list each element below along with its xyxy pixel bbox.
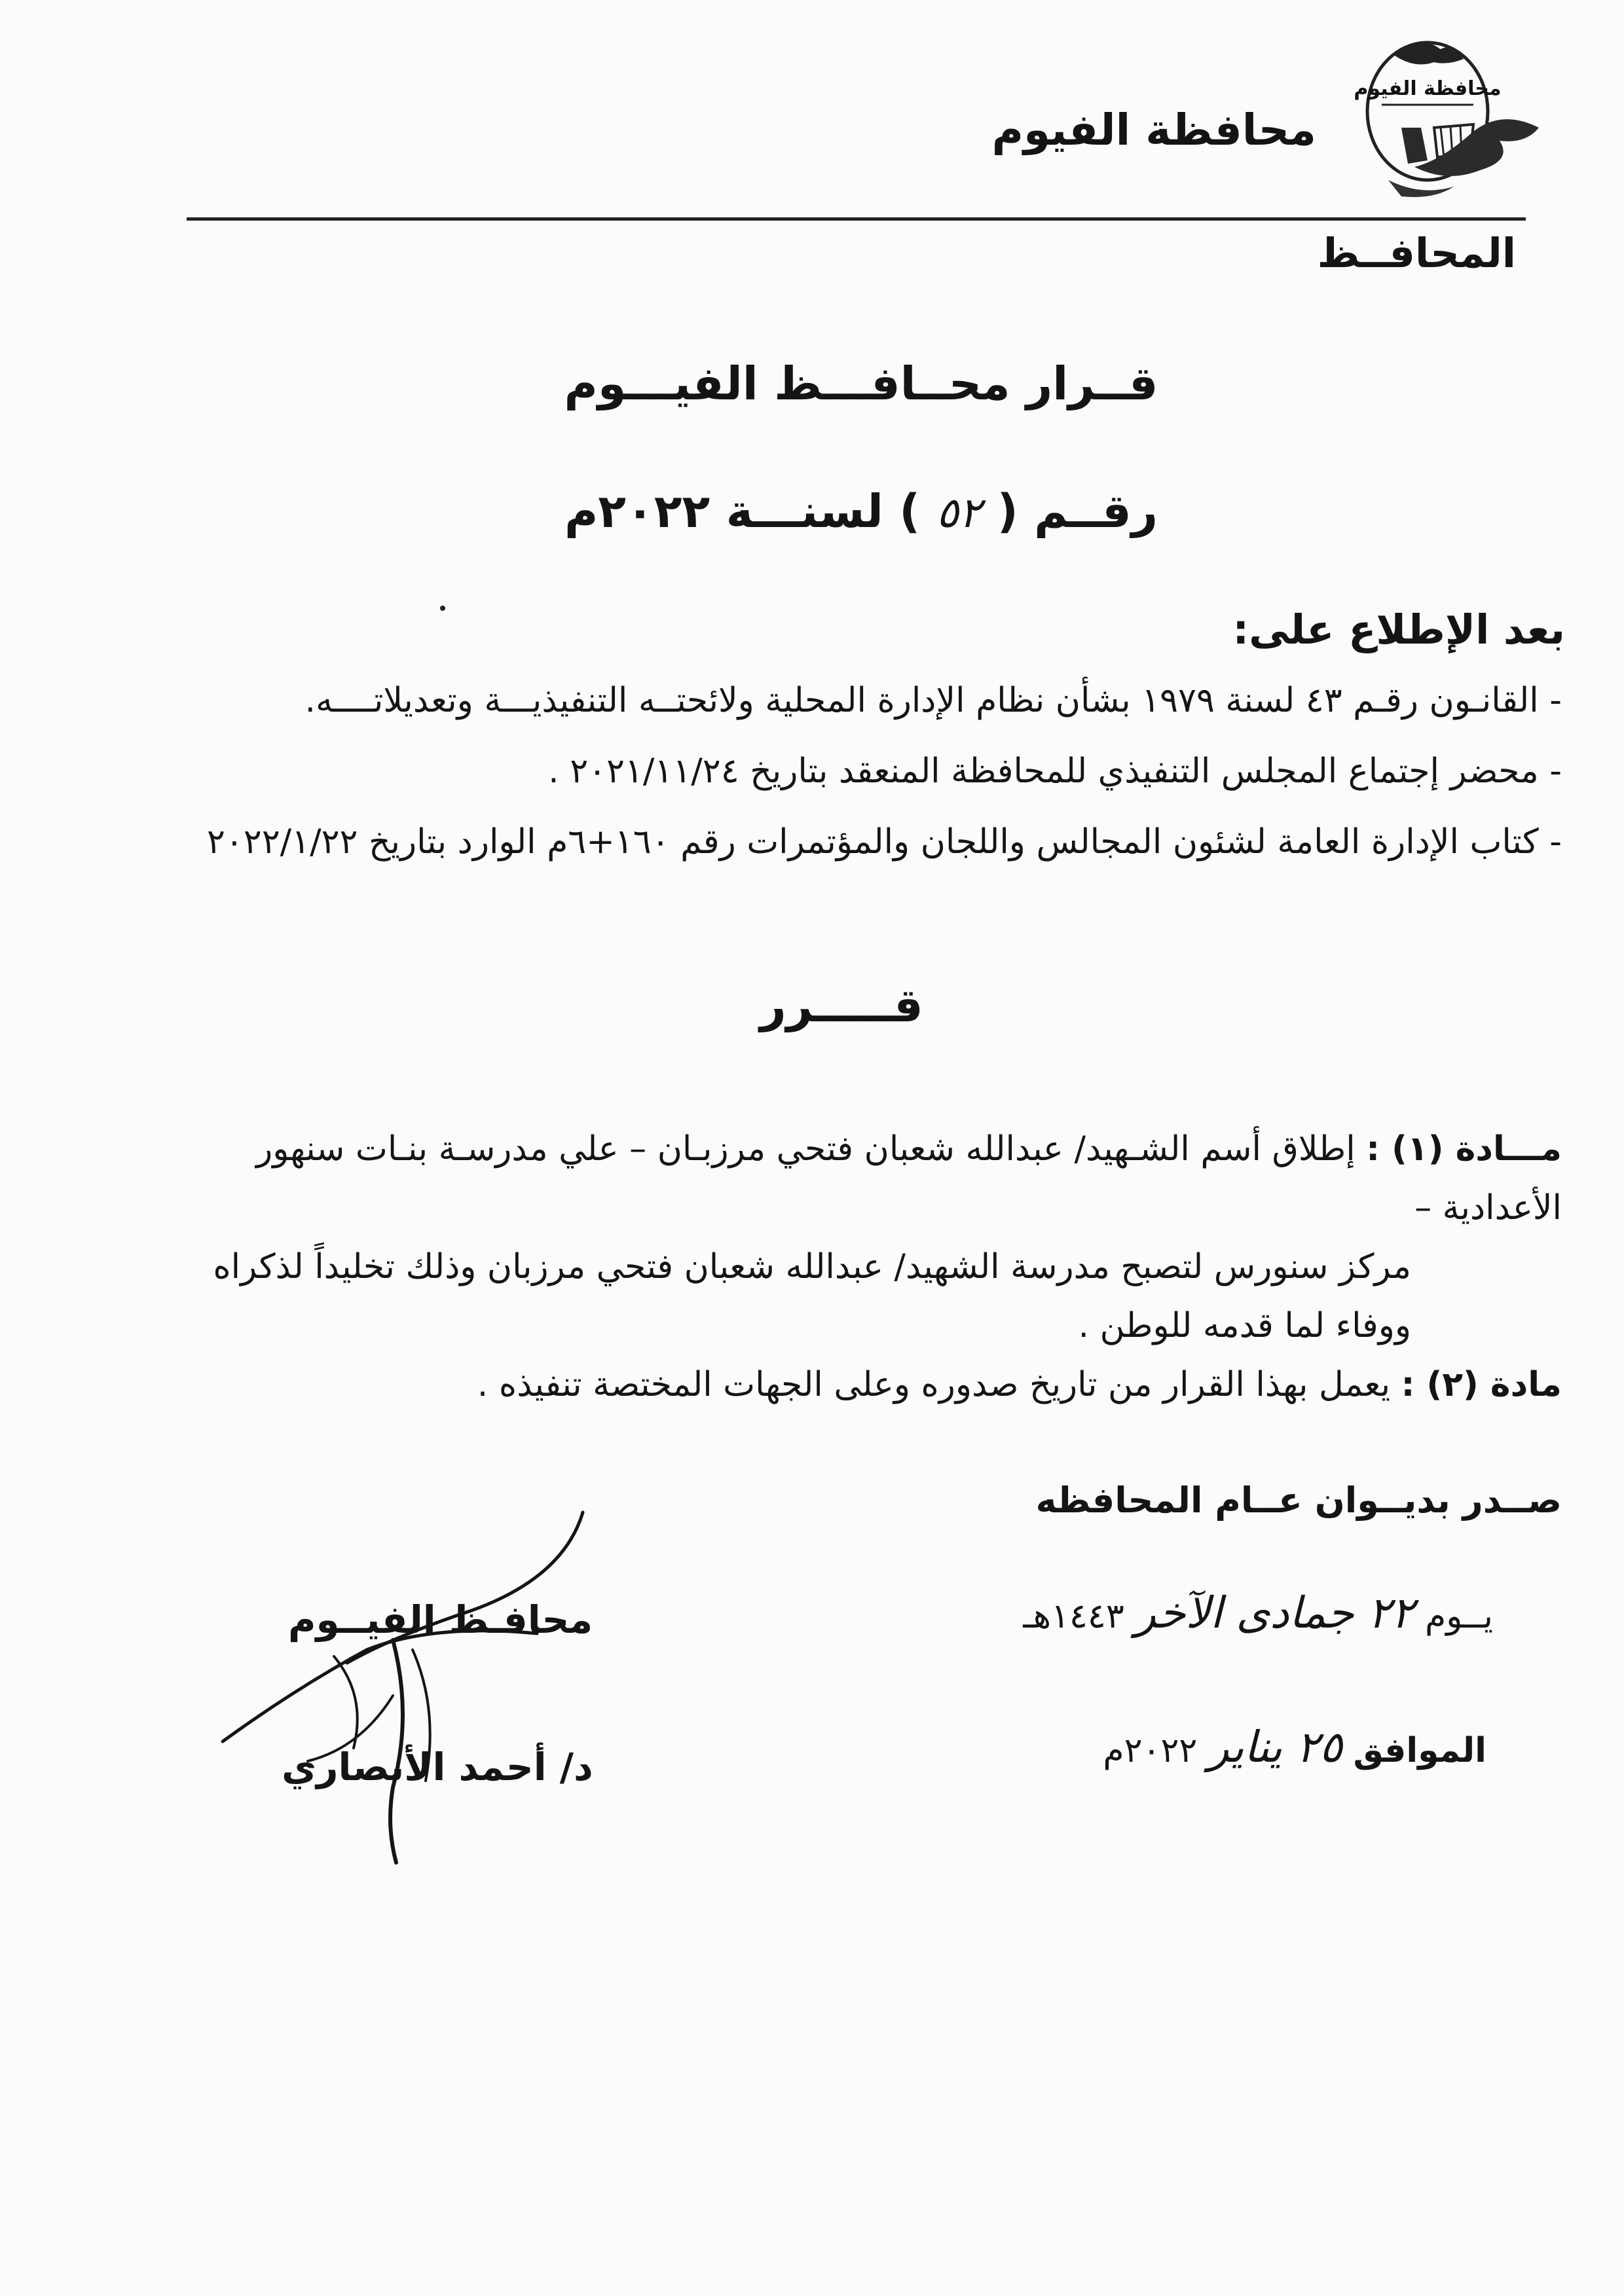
decree-number-suffix: ) لسنـــة ٢٠٢٢م [564,484,921,538]
date-hijri-handwritten: ٢٢ جمادى الآخر [1135,1588,1414,1638]
signatory-name: د/ أحمد الأنصاري [282,1745,593,1789]
date-gregorian-handwritten: ٢٥ يناير [1208,1722,1342,1772]
handwritten-signature [196,1499,655,1866]
governorate-logo [1349,29,1545,206]
decree-number-prefix: رقــم ( [997,484,1158,538]
article-2 [151,1355,1562,1414]
date-hijri [1023,1588,1493,1638]
issued-at: صــدر بديــوان عــام المحافظه [1035,1480,1562,1521]
references-list [183,681,1562,893]
article-text: إطلاق أسم الشـهيد/ عبدالله شعبان فتحي مرزبـان – علي مدرسـة بنـات سنهور الأعدادية – [256,1129,1562,1228]
date-gregorian-suffix: ٢٠٢٢م [1103,1731,1198,1770]
date-gregorian [1103,1722,1486,1772]
article-continuation: مركز سنورس لتصبح مدرسة الشهيد/ عبدالله شعبان فتحي مرزبان وذلك تخليداً لذكراه ووفاء لما قدمه للوطن . [213,1247,1411,1345]
intro-heading: بعد الإطلاع على: [1232,606,1565,653]
article-label: مـــادة (١) : [1366,1129,1562,1169]
governor-label: المحافــظ [1317,229,1516,277]
article-label: مادة (٢) : [1401,1365,1562,1404]
reference-item: - القانـون رقـم ٤٣ لسنة ١٩٧٩ بشأن نظام الإدارة المحلية ولائحتــه التنفيذيـــة وتعديلاتــــه. [304,681,1562,720]
decree-number-handwritten: ٥٢ [936,489,982,538]
logo-text: محافظة الفيوم [1354,77,1502,100]
signatory-title: محافـظ الفيــوم [288,1597,593,1642]
date-gregorian-prefix: الموافق [1353,1731,1486,1770]
date-hijri-suffix: ١٤٤٣هـ [1023,1597,1124,1636]
reference-item: - كتاب الإدارة العامة لشئون المجالس واللجان والمؤتمرات رقم ١٦٠+٦م الوارد بتاريخ ٢٠٢٢/١/٢٢ [206,822,1562,862]
decree-title: قــرار محــافـــظ الفيـــوم [564,357,1158,410]
governorate-name: محافظة الفيوم [991,105,1316,155]
stray-mark [440,606,445,611]
date-hijri-prefix: يــوم [1425,1597,1493,1636]
header-divider [187,217,1526,221]
reference-item: - محضر إجتماع المجلس التنفيذي للمحافظة المنعقد بتاريخ ٢٠٢١/١١/٢٤ . [548,752,1562,791]
decision-heading: قـــــرر [760,979,923,1032]
decree-number [0,484,1624,538]
article-text: يعمل بهذا القرار من تاريخ صدوره وعلى الجهات المختصة تنفيذه . [477,1365,1401,1404]
article-1 [151,1120,1562,1355]
